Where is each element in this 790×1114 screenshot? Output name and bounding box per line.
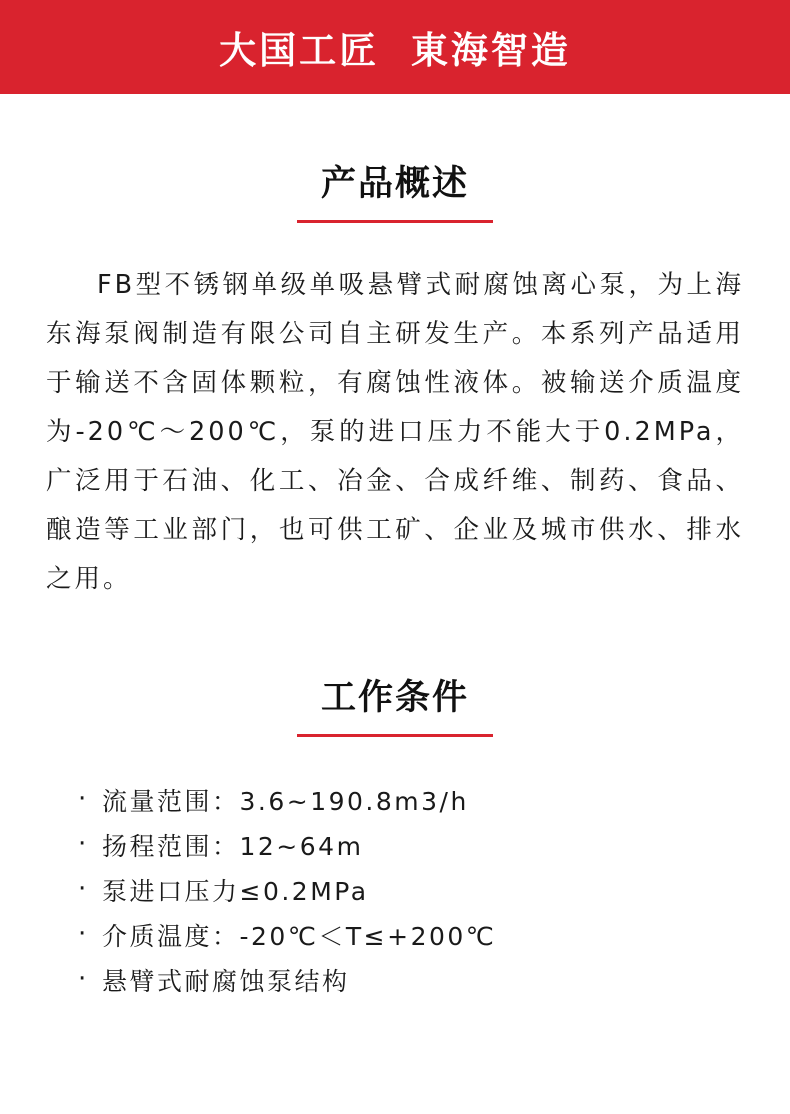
list-item: · 流量范围：3.6~190.8m3/h — [78, 779, 790, 824]
section-working-conditions — [0, 670, 790, 1004]
top-banner — [0, 0, 790, 94]
spacer-top — [0, 94, 790, 156]
title-underline-rule — [297, 220, 493, 223]
title-underline-rule — [297, 734, 493, 737]
section-title-text: 工作条件 — [320, 678, 469, 718]
list-item: · 泵进口压力≤0.2MPa — [78, 869, 790, 914]
section-product-overview — [0, 156, 790, 604]
banner-title: 大国工匠 東海智造 — [219, 29, 571, 72]
product-overview-paragraph: FB型不锈钢单级单吸悬臂式耐腐蚀离心泵，为上海东海泵阀制造有限公司自主研发生产。本系列产品适用于输送不含固体颗粒，有腐蚀性液体。被输送介质温度为-20℃～200℃，泵的进口压力不能大于0.2MPa，广泛用于石油、化工、冶金、合成纤维、制药、食品、酿造等工业部门，也可供工矿、企业及城市供水、排水之用。 — [46, 270, 744, 594]
section-title-text: 产品概述 — [320, 164, 469, 204]
section-heading-product-overview — [0, 156, 790, 223]
working-conditions-list — [0, 779, 790, 1004]
section-heading-working-conditions — [0, 670, 790, 737]
list-item: · 悬臂式耐腐蚀泵结构 — [78, 959, 790, 1004]
list-item: · 介质温度：-20℃＜T≤+200℃ — [78, 914, 790, 959]
list-item: · 扬程范围：12~64m — [78, 824, 790, 869]
spacer-mid — [0, 604, 790, 670]
